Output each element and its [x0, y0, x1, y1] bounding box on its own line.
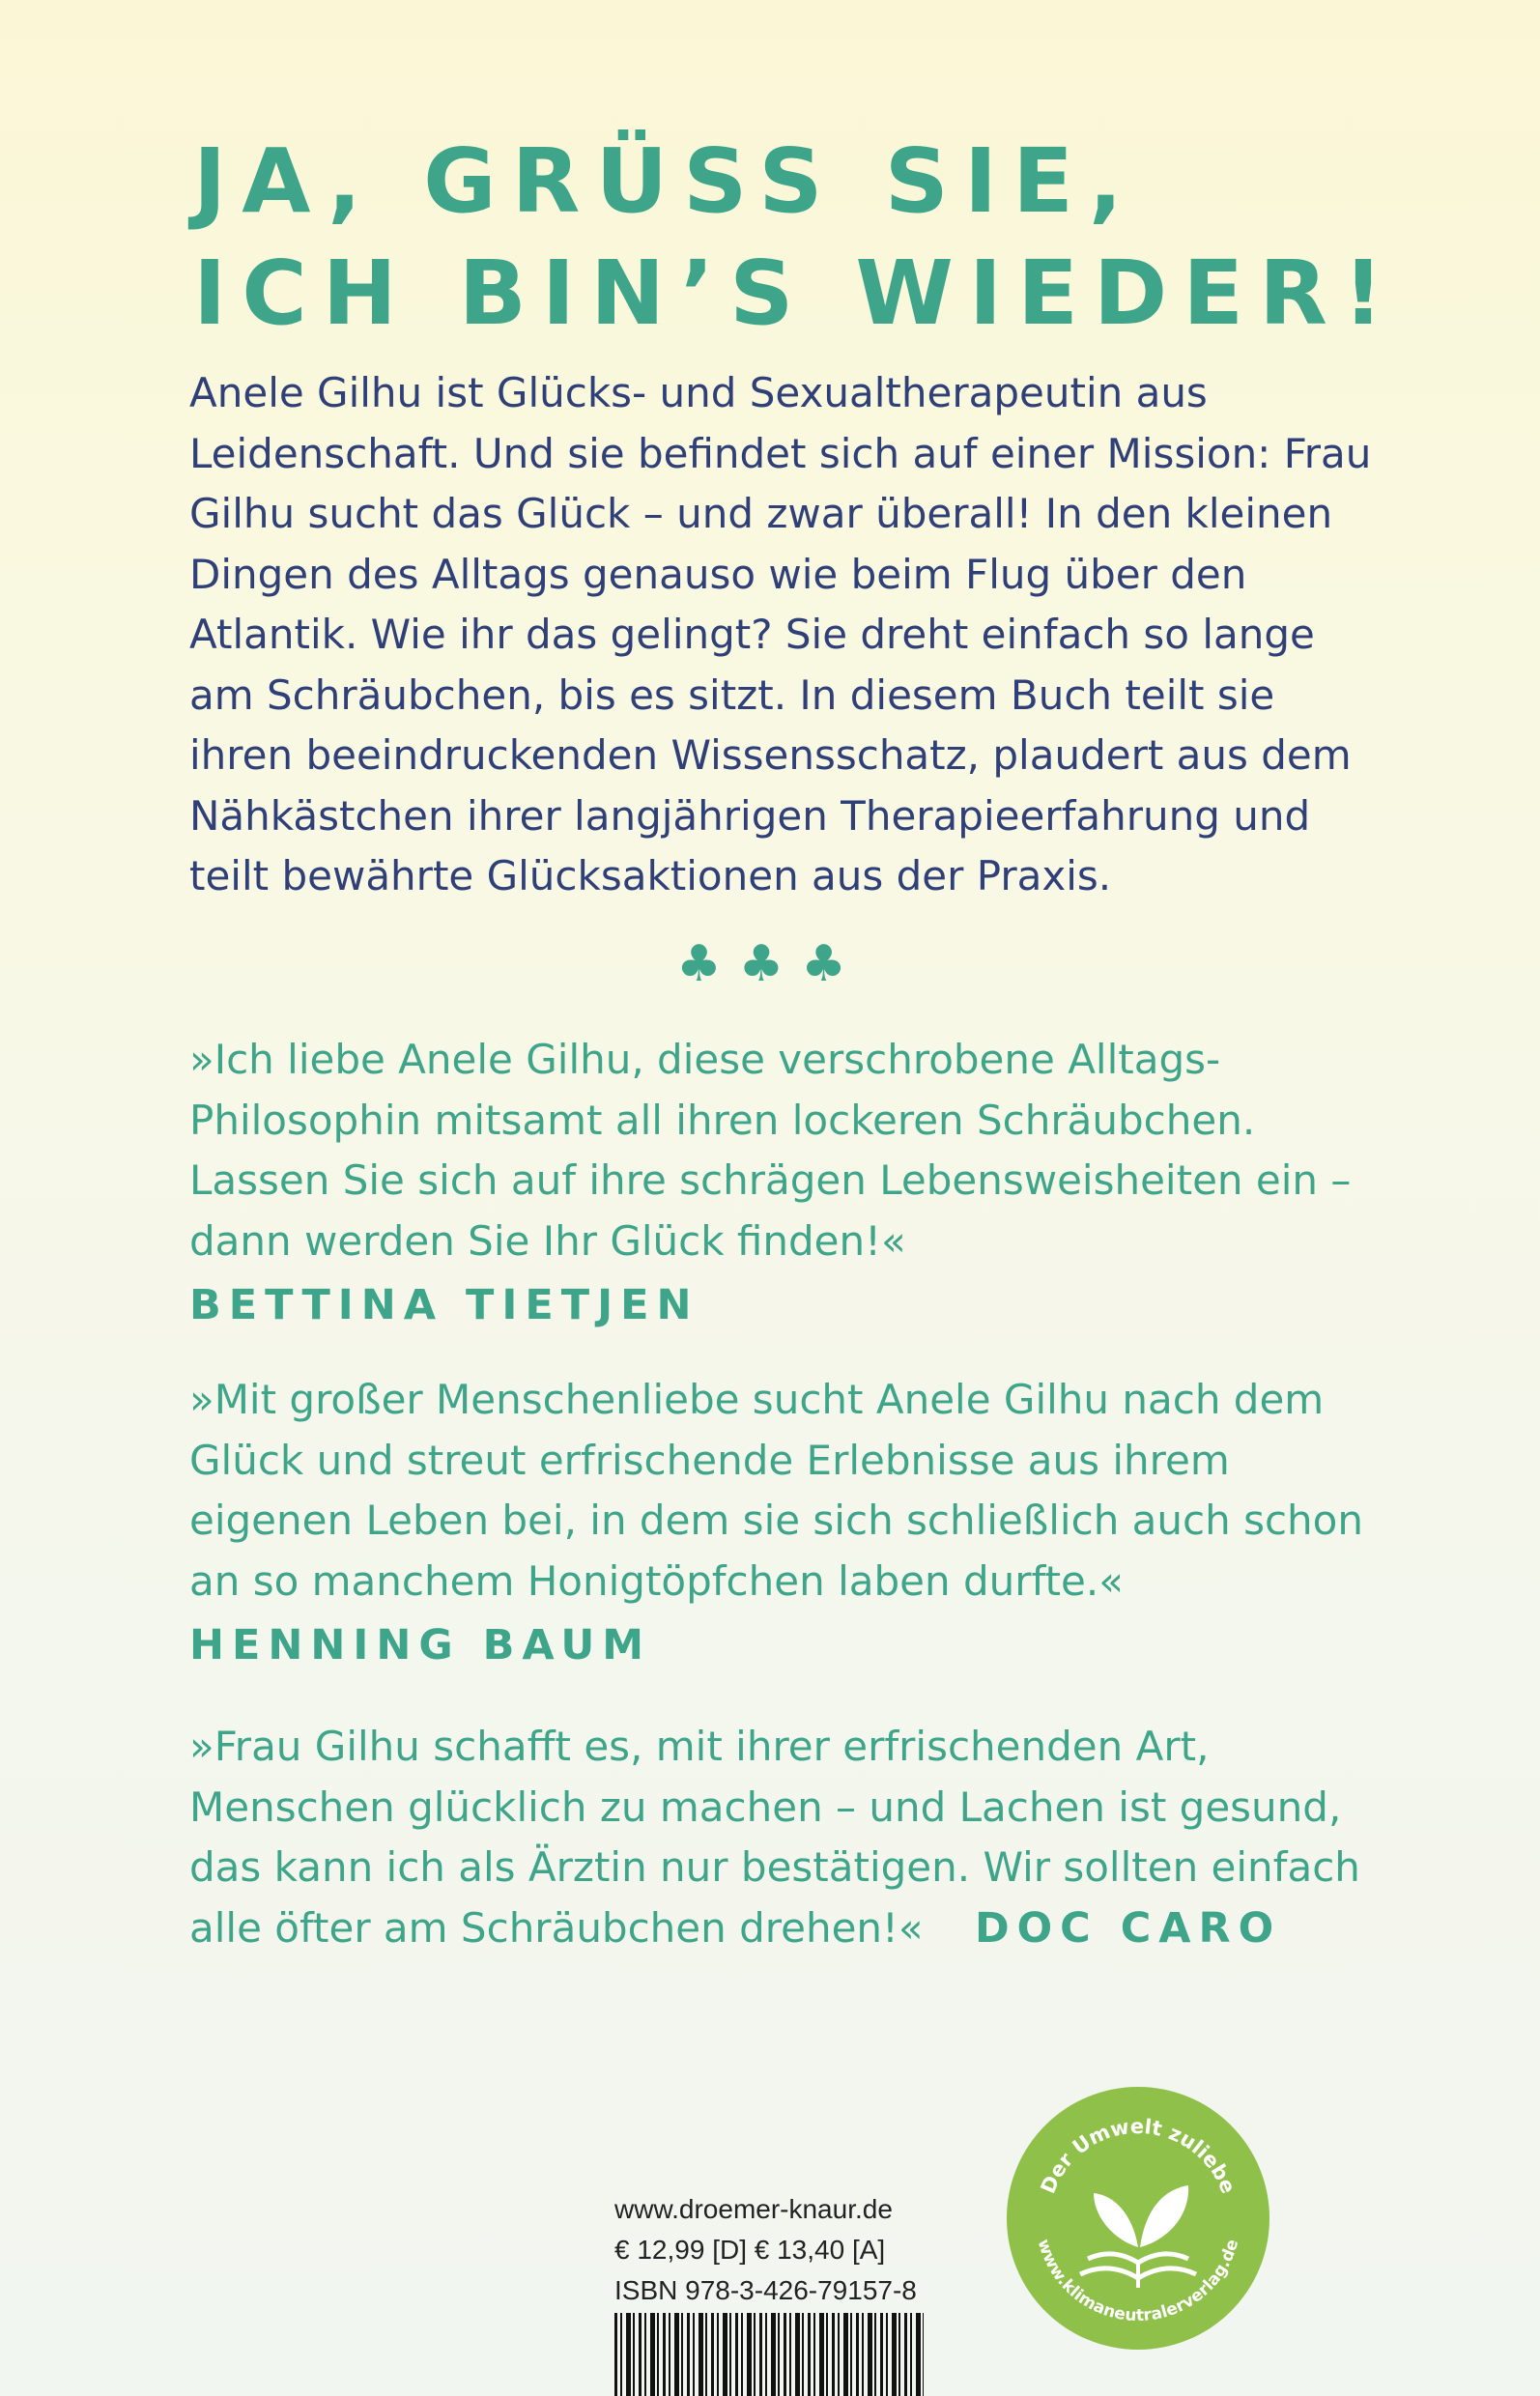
- isbn-label: ISBN 978-3-426-79157-8: [614, 2275, 917, 2305]
- testimonial-quote-2: [189, 1370, 1380, 1675]
- quote-text: »Mit großer Menschenliebe sucht Anele Gilhu nach dem Glück und streut erfrischende Erlebnisse aus ihrem eigenen Leben bei, in dem sie sich schließlich auch schon an so manchem Honigtöpfchen laben durfte.«: [189, 1376, 1363, 1605]
- seal-bottom-text: www.klimaneutralerverlag.de: [1033, 2237, 1243, 2326]
- book-blurb: Anele Gilhu ist Glücks- und Sexualtherapeutin aus Leidenschaft. Und sie befindet sich auf einer Mission: Frau Gilhu sucht das Glück – und zwar überall! In den kleinen Dingen des Alltags genauso wie beim Flug über den Atlantik. Wie ihr das gelingt? Sie dreht einfach so lange am Schräubchen, bis es sitzt. In diesem Buch teilt sie ihren beeindruckenden Wissensschatz, plaudert aus dem Nähkästchen ihrer langjährigen Therapieerfahrung und teilt bewährte Glücksaktionen aus der Praxis.: [189, 369, 1372, 899]
- clover-divider-icon: ♣♣♣: [676, 935, 864, 993]
- headline: [193, 126, 1401, 350]
- price-label: € 12,99 [D] € 13,40 [A]: [614, 2235, 886, 2265]
- retail-info: [614, 2189, 924, 2311]
- quote-author: DOC CARO: [974, 1903, 1282, 1953]
- quote-author: HENNING BAUM: [189, 1621, 652, 1669]
- headline-line-1: JA, GRÜSS SIE,: [193, 129, 1138, 233]
- quote-author: BETTINA TIETJEN: [189, 1281, 699, 1329]
- seal-top-text: Der Umwelt zuliebe: [1036, 2114, 1241, 2197]
- climate-neutral-seal-icon: [1005, 2085, 1271, 2352]
- quote-text: »Frau Gilhu schafft es, mit ihrer erfrischenden Art, Menschen glücklich zu machen – und Lachen ist gesund, das kann ich als Ärztin nur bestätigen. Wir sollten einfach alle öfter am Schräubchen drehen!«: [189, 1723, 1360, 1952]
- headline-line-2: ICH BIN’S WIEDER!: [193, 242, 1399, 345]
- barcode-icon: [614, 2313, 924, 2396]
- quote-text: »Ich liebe Anele Gilhu, diese verschrobene Alltags-Philosophin mitsamt all ihren lockeren Schräubchen. Lassen Sie sich auf ihre schrägen Lebensweisheiten ein – dann werden Sie Ihr Glück finden!«: [189, 1036, 1352, 1265]
- publisher-website: www.droemer-knaur.de: [614, 2194, 893, 2224]
- testimonial-quote-3: [189, 1717, 1380, 1958]
- testimonial-quote-1: [189, 1030, 1380, 1335]
